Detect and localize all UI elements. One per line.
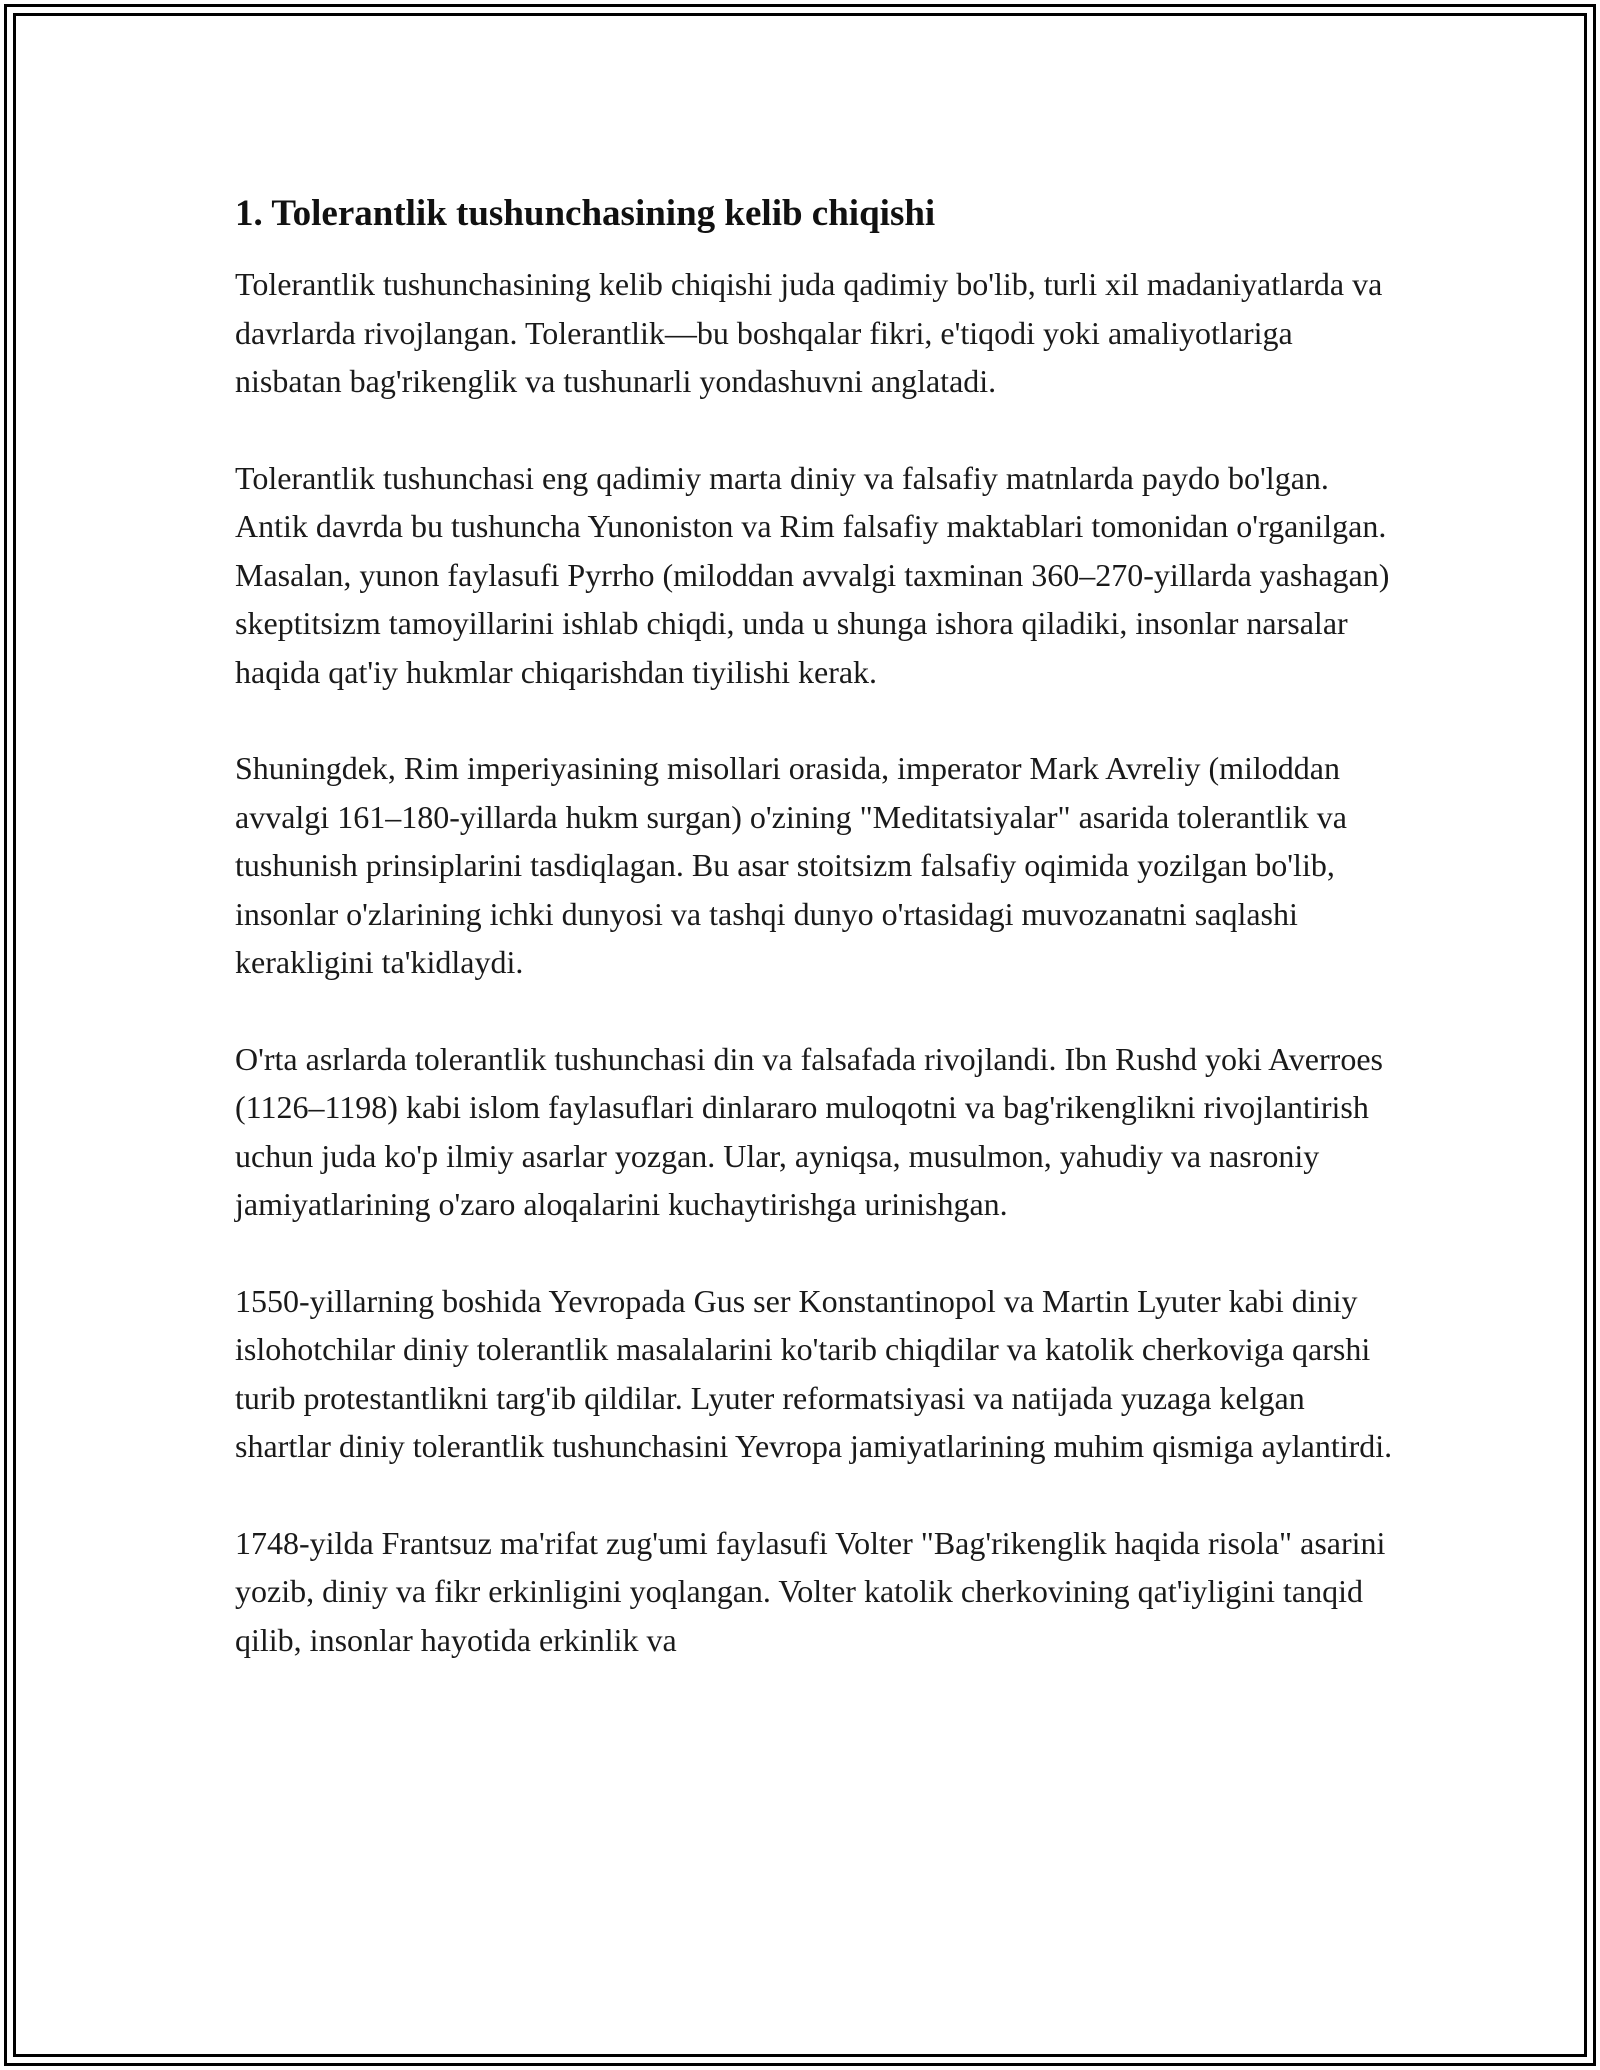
- paragraph-2: Tolerantlik tushunchasi eng qadimiy marta diniy va falsafiy matnlarda paydo bo'lgan. Antik davrda bu tushuncha Yunoniston va Rim falsafiy maktablari tomonidan o'rganilgan. Masalan, yunon faylasufi Pyrrho (miloddan avvalgi taxminan 360–270-yillarda yashagan) skeptitsizm tamoyillarini ishlab chiqdi, unda u shunga ishora qiladiki, insonlar narsalar haqida qat'iy hukmlar chiqarishdan tiyilishi kerak.: [235, 459, 1390, 690]
- paragraph-5: 1550-yillarning boshida Yevropada Gus ser Konstantinopol va Martin Lyuter kabi diniy islohotchilar diniy tolerantlik masalalarini ko'tarib chiqdilar va katolik cherkoviga qarshi turib protestantlikni targ'ib qildilar. Lyuter reformatsiyasi va natijada yuzaga kelgan shartlar diniy tolerantlik tushunchasini Yevropa jamiyatlarining muhim qismiga aylantirdi.: [235, 1282, 1393, 1464]
- paragraph-6: 1748-yilda Frantsuz ma'rifat zug'umi faylasufi Volter "Bag'rikenglik haqida risola" asarini yozib, diniy va fikr erkinligini yoqlangan. Volter katolik cherkovining qat'iyligini tanqid qilib, insonlar hayotida erkinlik va: [235, 1524, 1386, 1658]
- section-heading: 1. Tolerantlik tushunchasining kelib chiqishi: [235, 193, 936, 234]
- paragraph-4: O'rta asrlarda tolerantlik tushunchasi din va falsafada rivojlandi. Ibn Rushd yoki Averroes (1126–1198) kabi islom faylasuflari dinlararo muloqotni va bag'rikenglikni rivojlantirish uchun juda ko'p ilmiy asarlar yozgan. Ular, ayniqsa, musulmon, yahudiy va nasroniy jamiyatlarining o'zaro aloqalarini kuchaytirishga urinishgan.: [235, 1040, 1383, 1222]
- paragraph-1: Tolerantlik tushunchasining kelib chiqishi juda qadimiy bo'lib, turli xil madaniyatlarda va davrlarda rivojlangan. Tolerantlik—bu boshqalar fikri, e'tiqodi yoki amaliyotlariga nisbatan bag'rikenglik va tushunarli yondashuvni anglatadi.: [235, 266, 1383, 399]
- document-body: [235, 188, 1395, 1712]
- paragraph-3: Shuningdek, Rim imperiyasining misollari orasida, imperator Mark Avreliy (miloddan avvalgi 161–180-yillarda hukm surgan) o'zining "Meditatsiyalar" asarida tolerantlik va tushunish prinsiplarini tasdiqlagan. Bu asar stoitsizm falsafiy oqimida yozilgan bo'lib, insonlar o'zlarining ichki dunyosi va tashqi dunyo o'rtasidagi muvozanatni saqlashi kerakligini ta'kidlaydi.: [235, 750, 1347, 980]
